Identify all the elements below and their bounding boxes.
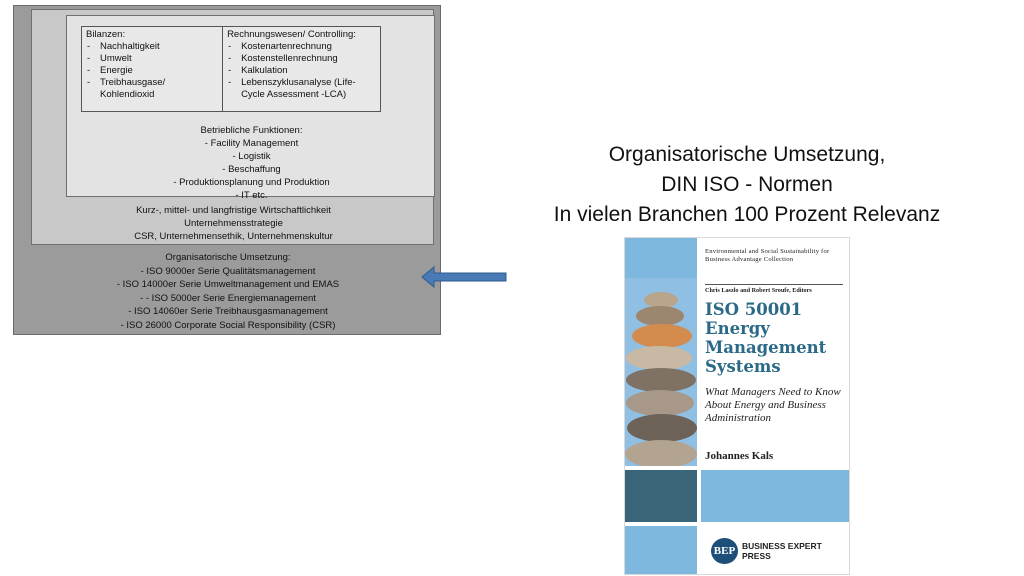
betriebliche-line: Betriebliche Funktionen:: [200, 125, 303, 136]
umsetzung-block: [14, 251, 442, 332]
controlling-item: - Lebenszyklusanalyse (Life-Cycle Assessment -LCA): [227, 77, 376, 101]
bep-logo-icon: BEP: [711, 538, 738, 564]
diagram-inner-box: [66, 15, 435, 201]
diagram-outer-box: [13, 5, 441, 335]
controlling-item: - Kostenstellenrechnung: [227, 53, 376, 65]
headline-line: Organisatorische Umsetzung,: [608, 143, 886, 166]
bilanzen-item: - Energie: [86, 65, 218, 77]
bilanzen-item: - Nachhaltigkeit: [86, 41, 218, 53]
umsetzung-line: - ISO 9000er Serie Qualitätsmanagement: [140, 265, 316, 277]
cover-dark-block: [625, 470, 697, 522]
book-subtitle: What Managers Need to Know About Energy and Business Administration: [705, 386, 841, 424]
umsetzung-line: - ISO 26000 Corporate Social Responsibility (CSR): [120, 319, 336, 331]
strategie-block: [32, 204, 435, 243]
betriebliche-funktionen: [67, 124, 436, 202]
betriebliche-line: - Facility Management: [204, 138, 299, 149]
bilanzen-column: [82, 27, 223, 111]
betriebliche-line: - Produktionsplanung und Produktion: [173, 177, 330, 188]
series-title: Environmental and Social Sustainability for Business Advantage Collection: [705, 248, 830, 263]
accounting-table: [81, 26, 381, 112]
publisher-name: BUSINESS EXPERT PRESS: [741, 541, 822, 561]
left-arrow-icon: [420, 265, 510, 289]
bilanzen-item: - Umwelt: [86, 53, 218, 65]
umsetzung-line: Organisatorische Umsetzung:: [165, 252, 291, 263]
headline-line: DIN ISO - Normen: [661, 173, 833, 196]
cover-blue-block-lower: [625, 526, 697, 575]
stacked-stones-image: [625, 278, 697, 466]
umsetzung-line: - - ISO 5000er Serie Energiemanagement: [140, 292, 316, 304]
controlling-item: - Kalkulation: [227, 65, 376, 77]
headline-line: In vielen Branchen 100 Prozent Relevanz: [553, 203, 941, 226]
betriebliche-line: - IT etc.: [235, 190, 268, 201]
umsetzung-line: - ISO 14000er Serie Umweltmanagement und EMAS: [116, 279, 340, 290]
book-title: ISO 50001 Energy Management Systems: [705, 300, 827, 376]
umsetzung-line: - ISO 14060er Serie Treibhausgasmanagement: [128, 306, 328, 317]
controlling-item: - Kostenartenrechnung: [227, 41, 376, 53]
controlling-column: [223, 27, 380, 111]
betriebliche-line: - Beschaffung: [222, 164, 281, 175]
controlling-title: Rechnungswesen/ Controlling:: [227, 29, 356, 40]
book-cover: [624, 237, 850, 575]
bilanzen-title: Bilanzen:: [86, 29, 126, 40]
publisher: [711, 538, 849, 564]
diagram-middle-box: [31, 9, 434, 245]
cover-blue-block: [701, 470, 850, 522]
strategie-line: Unternehmensstrategie: [184, 218, 283, 229]
book-author: Johannes Kals: [705, 450, 774, 462]
bilanzen-item: - Treibhausgase/ Kohlendioxid: [86, 77, 218, 101]
strategie-line: CSR, Unternehmensethik, Unternehmenskultur: [134, 231, 333, 242]
divider: [705, 284, 843, 285]
strategie-line: Kurz-, mittel- und langfristige Wirtschaftlichkeit: [136, 205, 331, 216]
betriebliche-line: - Logistik: [232, 151, 271, 162]
editors: Chris Laszlo and Robert Sroufe, Editors: [705, 287, 812, 294]
headline: [524, 140, 970, 230]
